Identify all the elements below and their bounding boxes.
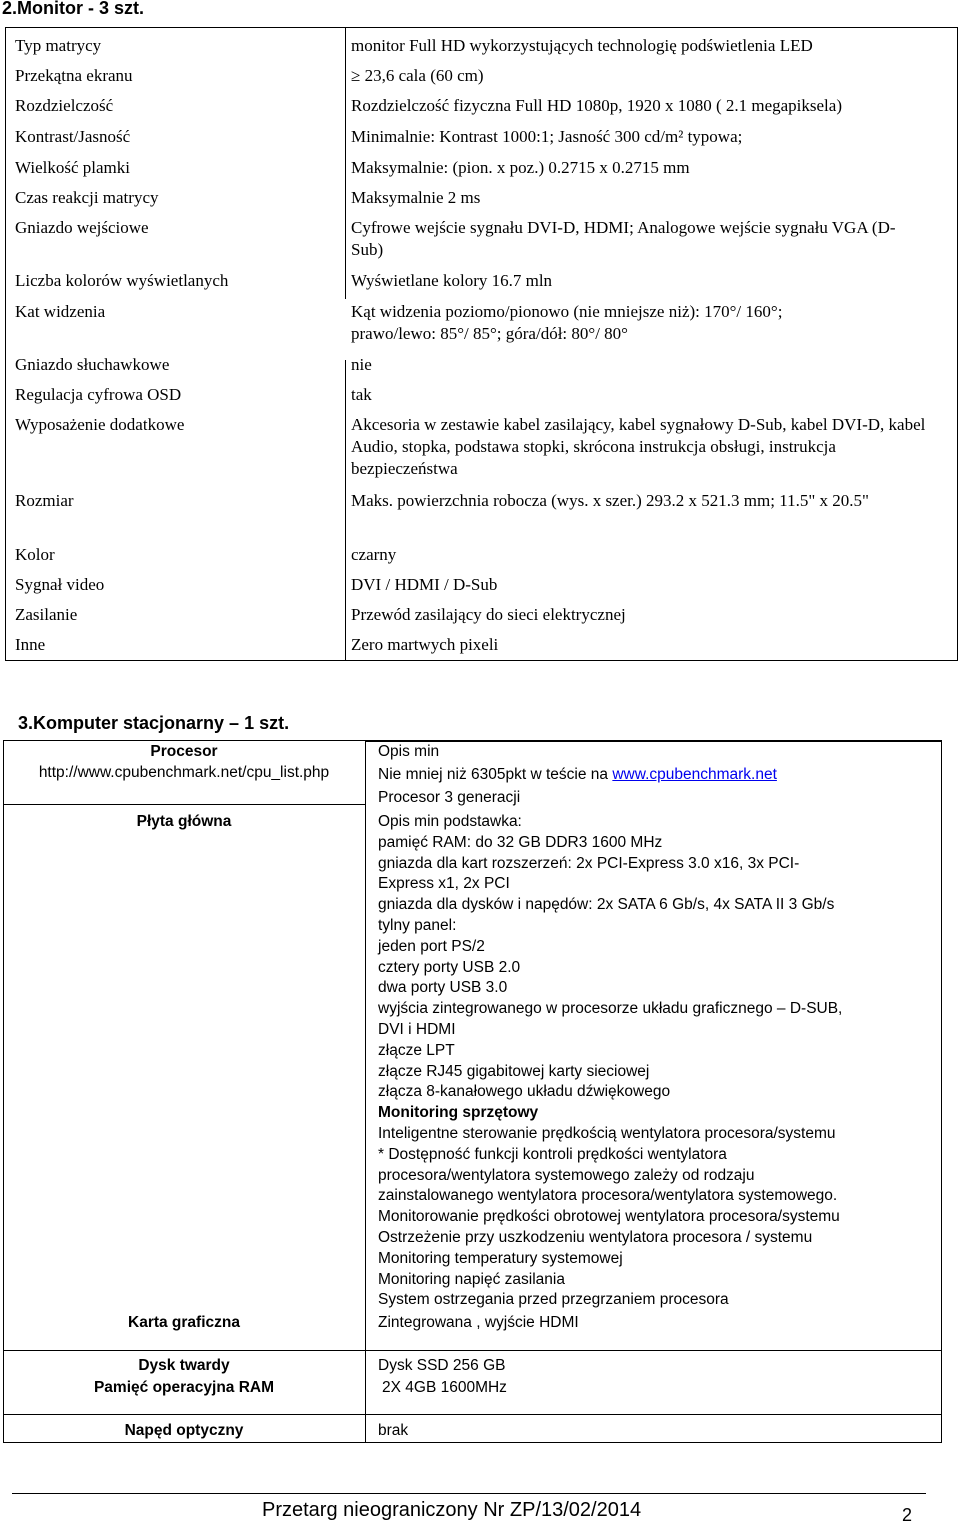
spec-line: dwa porty USB 3.0 <box>378 979 508 997</box>
plyta-spec-list <box>378 812 938 1311</box>
bench-text: Nie mniej niż 6305pkt w teście na <box>378 766 613 783</box>
spec-line: gniazda dla kart rozszerzeń: 2x PCI-Express 3.0 x16, 3x PCI- <box>378 854 800 872</box>
spec-label: Rozmiar <box>15 491 74 510</box>
spec-label: Kontrast/Jasność <box>15 127 131 146</box>
spec-line: Express x1, 2x PCI <box>378 875 510 893</box>
spec-line: złącza 8-kanałowego układu dźwiękowego <box>378 1083 671 1101</box>
computer-spec-table <box>3 740 943 1443</box>
spec-label: Rozdzielczość <box>15 96 114 115</box>
dysk-value: Dysk SSD 256 GB <box>378 1357 506 1374</box>
spec-label: Gniazdo wejściowe <box>15 218 149 237</box>
page-number: 2 <box>902 1505 913 1525</box>
spec-line: cztery porty USB 2.0 <box>378 958 521 976</box>
karta-value: Zintegrowana , wyjście HDMI <box>378 1314 579 1331</box>
spec-line: pamięć RAM: do 32 GB DDR3 1600 MHz <box>378 833 663 851</box>
spec-line: jeden port PS/2 <box>378 937 485 955</box>
spec-line: tylny panel: <box>378 916 457 934</box>
spec-label: Przekątna ekranu <box>15 66 133 85</box>
plyta-label: Płyta główna <box>136 813 232 830</box>
column-divider <box>345 360 346 661</box>
spec-line: System ostrzegania przed przegrzaniem procesora <box>378 1291 729 1309</box>
spec-value: Przewód zasilający do sieci elektrycznej <box>351 605 626 624</box>
spec-line: złącze RJ45 gigabitowej karty sieciowej <box>378 1062 650 1080</box>
spec-line: DVI i HDMI <box>378 1020 456 1038</box>
spec-label: Wyposażenie dodatkowe <box>15 415 185 434</box>
spec-value: Akcesoria w zestawie kabel zasilający, kabel sygnałowy D-Sub, kabel DVI-D, kabel Audio, stopka, podstawa stopki, skrócona instrukcja obsługi, instrukcja bezpieczeństwa <box>351 415 926 478</box>
procesor-bench-line <box>378 765 938 786</box>
spec-label: Kat widzenia <box>15 302 106 321</box>
computer-section-heading: 3.Komputer stacjonarny – 1 szt. <box>18 713 290 733</box>
spec-value: DVI / HDMI / D-Sub <box>351 575 498 594</box>
spec-label: Liczba kolorów wyświetlanych <box>15 271 229 290</box>
spec-value: nie <box>351 355 372 374</box>
spec-label: Wielkość plamki <box>15 158 130 177</box>
spec-line: * Dostępność funkcji kontroli prędkości wentylatora <box>378 1145 727 1163</box>
spec-line: Inteligentne sterowanie prędkością wentylatora procesora/systemu <box>378 1124 836 1142</box>
spec-value: Cyfrowe wejście sygnału DVI-D, HDMI; Analogowe wejście sygnału VGA (D-Sub) <box>351 218 896 259</box>
spec-line: Ostrzeżenie przy uszkodzeniu wentylatora procesora / systemu <box>378 1228 813 1246</box>
cpubenchmark-link[interactable]: www.cpubenchmark.net <box>612 766 777 783</box>
spec-line: Monitoring napięć zasilania <box>378 1270 565 1288</box>
spec-value: tak <box>351 385 372 404</box>
spec-value: monitor Full HD wykorzystujących technologię podświetlenia LED <box>351 36 813 55</box>
spec-line: Opis min podstawka: <box>378 813 522 830</box>
spec-label: Typ matrycy <box>15 36 102 55</box>
spec-value: Kąt widzenia poziomo/pionowo (nie mniejsze niż): 170°/ 160°; prawo/lewo: 85°/ 85°; góra/dół: 80°/ 80° <box>351 302 783 343</box>
row-divider <box>3 1414 942 1415</box>
monitoring-title: Monitoring sprzętowy <box>378 1104 539 1122</box>
spec-value: czarny <box>351 545 397 564</box>
column-divider <box>345 28 346 299</box>
ram-label: Pamięć operacyjna RAM <box>93 1379 275 1396</box>
spec-value: Maks. powierzchnia robocza (wys. x szer.) 293.2 x 521.3 mm; 11.5" x 20.5" <box>351 491 869 510</box>
procesor-label: Procesor <box>150 743 218 760</box>
spec-value: Minimalnie: Kontrast 1000:1; Jasność 300 cd/m² typowa; <box>351 127 743 146</box>
footer-divider <box>12 1493 926 1494</box>
naped-label: Napęd optyczny <box>124 1422 244 1439</box>
spec-label: Czas reakcji matrycy <box>15 188 159 207</box>
spec-line: złącze LPT <box>378 1041 455 1059</box>
spec-value: Rozdzielczość fizyczna Full HD 1080p, 1920 x 1080 ( 2.1 megapiksela) <box>351 96 842 115</box>
procesor-link[interactable]: http://www.cpubenchmark.net/cpu_list.php <box>38 764 330 781</box>
monitor-section-heading: 2.Monitor - 3 szt. <box>2 0 145 18</box>
row-divider <box>3 1350 942 1351</box>
spec-line: Monitoring temperatury systemowej <box>378 1249 623 1267</box>
procesor-spec-line: Procesor 3 generacji <box>378 789 521 806</box>
spec-value: Maksymalnie 2 ms <box>351 188 481 207</box>
spec-label: Regulacja cyfrowa OSD <box>15 385 182 404</box>
naped-value: brak <box>378 1422 409 1439</box>
spec-line: procesora/wentylatora systemowego zależy od rodzaju <box>378 1166 755 1184</box>
spec-line: zainstalowanego wentylatora procesora/wentylatora systemowego. <box>378 1187 838 1205</box>
footer-text: Przetarg nieograniczony Nr ZP/13/02/2014 <box>262 1499 642 1521</box>
spec-value: Wyświetlane kolory 16.7 mln <box>351 271 553 290</box>
spec-label: Kolor <box>15 545 55 564</box>
spec-line: gniazda dla dysków i napędów: 2x SATA 6 Gb/s, 4x SATA II 3 Gb/s <box>378 896 835 914</box>
spec-value: Zero martwych pixeli <box>351 635 499 654</box>
spec-line: wyjścia zintegrowanego w procesorze układu graficznego – D-SUB, <box>378 1000 843 1018</box>
spec-label: Sygnał video <box>15 575 105 594</box>
spec-value: ≥ 23,6 cala (60 cm) <box>351 66 484 85</box>
spec-label: Inne <box>15 635 46 654</box>
spec-value: Maksymalnie: (pion. x poz.) 0.2715 x 0.2715 mm <box>351 158 690 177</box>
spec-line: Monitorowanie prędkości obrotowej wentylatora procesora/systemu <box>378 1208 840 1226</box>
spec-label: Gniazdo słuchawkowe <box>15 355 170 374</box>
spec-label: Zasilanie <box>15 605 78 624</box>
monitor-spec-table <box>5 27 958 661</box>
dysk-label: Dysk twardy <box>138 1357 230 1374</box>
karta-label: Karta graficzna <box>128 1314 240 1331</box>
ram-value: 2X 4GB 1600MHz <box>382 1379 507 1396</box>
row-divider <box>3 804 365 805</box>
procesor-spec-line: Opis min <box>378 743 440 760</box>
